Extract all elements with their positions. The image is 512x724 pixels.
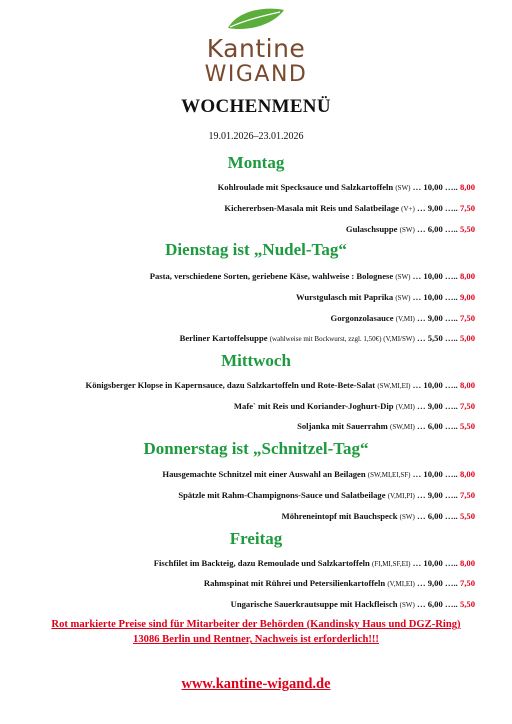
menu-item: Berliner Kartoffelsuppe (wahlweise mit Bockwurst, zzgl. 1,50€) (V,MI/SW) … 5,50 ….. 5,00 xyxy=(179,333,475,343)
price-note-line2: 13086 Berlin und Rentner, Nachweis ist erforderlich!!! xyxy=(133,634,379,645)
day-heading-donnerstag: Donnerstag ist „Schnitzel-Tag“ xyxy=(143,439,369,458)
menu-item: Hausgemachte Schnitzel mit einer Auswahl an Beilagen (SW,MI,EI,SF) … 10,00 ….. 8,00 xyxy=(162,469,475,479)
menu-item: Möhreneintopf mit Bauchspeck (SW) … 6,00 ….. 5,50 xyxy=(281,511,475,521)
menu-item: Königsberger Klopse in Kapernsauce, dazu Salzkartoffeln und Rote-Bete-Salat (SW,MI,EI) … 10,00 ….. 8,00 xyxy=(85,380,475,390)
brand-name: Kantine xyxy=(206,34,306,63)
page-title: WOCHENMENÜ xyxy=(181,96,331,117)
menu-item: Rahmspinat mit Rührei und Petersilienkartoffeln (V,MI,EI) … 9,00 ….. 7,50 xyxy=(203,578,475,588)
menu-item: Wurstgulasch mit Paprika (SW) … 10,00 ….. 9,00 xyxy=(295,292,475,302)
menu-item: Mafe` mit Reis und Koriander-Joghurt-Dip (V,MI) … 9,00 ….. 7,50 xyxy=(233,401,475,411)
menu-item: Soljanka mit Sauerrahm (SW,MI) … 6,00 ….. 5,50 xyxy=(297,421,475,431)
day-heading-dienstag: Dienstag ist „Nudel-Tag“ xyxy=(165,240,347,259)
day-heading-montag: Montag xyxy=(227,153,285,172)
menu-item: Fischfilet im Backteig, dazu Remoulade und Salzkartoffeln (FI,MI,SF,EI) … 10,00 ….. 8,00 xyxy=(153,558,475,568)
leaf-icon xyxy=(224,6,288,34)
menu-item: Ungarische Sauerkrautsuppe mit Hackfleisch (SW) … 6,00 ….. 5,50 xyxy=(230,599,475,609)
date-range: 19.01.2026–23.01.2026 xyxy=(208,131,304,142)
menu-item: Gulaschsuppe (SW) … 6,00 ….. 5,50 xyxy=(345,224,475,234)
day-heading-freitag: Freitag xyxy=(229,529,283,548)
brand-subname: WIGAND xyxy=(204,62,308,87)
menu-item: Spätzle mit Rahm-Champignons-Sauce und Salatbeilage (V,MI,PI) … 9,00 ….. 7,50 xyxy=(178,490,475,500)
website-link[interactable]: www.kantine-wigand.de xyxy=(181,676,331,692)
menu-item: Pasta, verschiedene Sorten, geriebene Käse, wahlweise : Bolognese (SW) … 10,00 ….. 8,00 xyxy=(149,271,475,281)
logo xyxy=(0,6,512,90)
menu-item: Gorgonzolasauce (V,MI) … 9,00 ….. 7,50 xyxy=(330,313,475,323)
menu-item: Kohlroulade mit Specksauce und Salzkartoffeln (SW) … 10,00 ….. 8,00 xyxy=(217,182,475,192)
menu-item: Kichererbsen-Masala mit Reis und Salatbeilage (V+) … 9,00 ….. 7,50 xyxy=(224,203,475,213)
day-heading-mittwoch: Mittwoch xyxy=(221,351,291,370)
price-note-line1: Rot markierte Preise sind für Mitarbeiter der Behörden (Kandinsky Haus und DGZ-Ring) xyxy=(51,619,461,630)
